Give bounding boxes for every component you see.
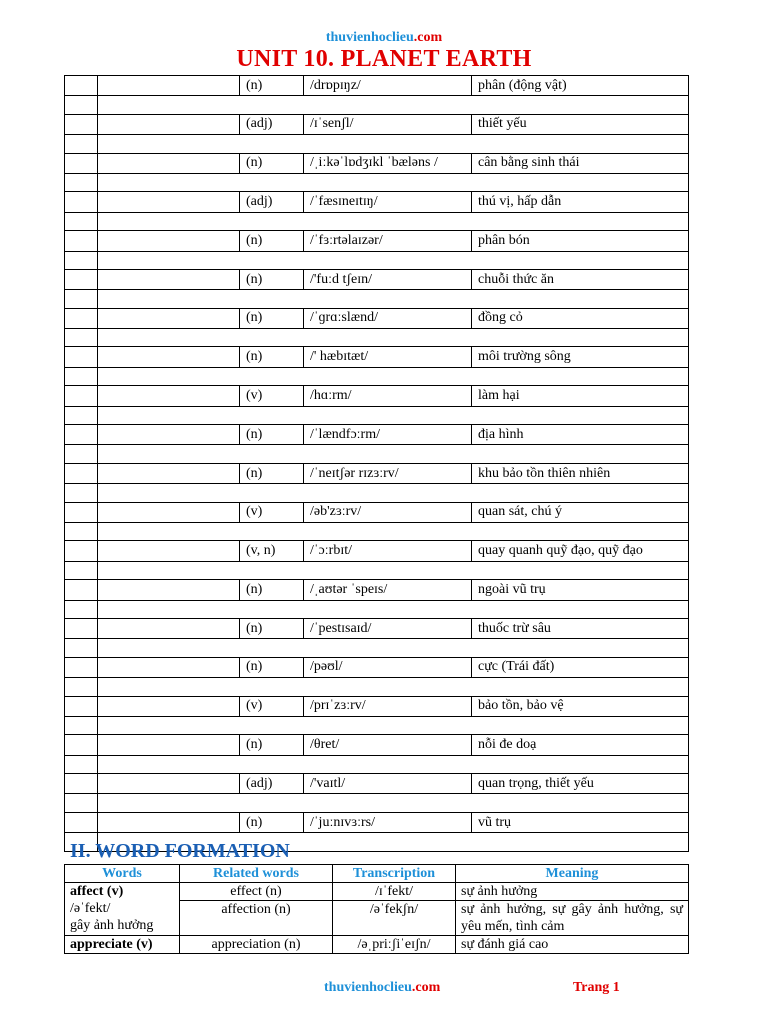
footer-site-name: thuvienhoclieu	[324, 980, 412, 995]
table-row	[65, 463, 689, 483]
ipa-cell: /'fuːd tʃeɪn/	[304, 269, 472, 289]
number-cell	[65, 231, 98, 251]
spacer-cell	[65, 406, 98, 424]
word: affect (v)	[70, 884, 124, 899]
meaning-cell: phân (động vật)	[472, 76, 689, 96]
ipa-cell: /ˈpestɪsaɪd/	[304, 618, 472, 638]
meaning-cell: bảo tồn, bảo vệ	[472, 696, 689, 716]
spacer-cell	[65, 290, 98, 308]
word-cell	[65, 883, 180, 936]
number-cell	[65, 153, 98, 173]
pos-cell: (n)	[240, 580, 304, 600]
footer-site-domain: .com	[411, 980, 441, 995]
number-cell	[65, 541, 98, 561]
meaning-cell: thú vị, hấp dẫn	[472, 192, 689, 212]
spacer-row	[65, 212, 689, 230]
spacer-cell	[98, 212, 689, 230]
table-row	[65, 114, 689, 134]
pos-cell: (n)	[240, 269, 304, 289]
spacer-cell	[65, 755, 98, 773]
word-gloss: gây ảnh hưởng	[70, 918, 154, 933]
spacer-cell	[98, 406, 689, 424]
word-cell	[98, 541, 240, 561]
pos-cell: (n)	[240, 153, 304, 173]
table-row	[65, 308, 689, 328]
ipa-cell: /pəʊl/	[304, 657, 472, 677]
spacer-cell	[65, 522, 98, 540]
spacer-cell	[65, 135, 98, 153]
ipa-cell: /ˌaʊtər ˈspeɪs/	[304, 580, 472, 600]
word-formation-header-row	[65, 865, 689, 883]
spacer-cell	[65, 484, 98, 502]
word-cell	[98, 192, 240, 212]
spacer-cell	[65, 173, 98, 191]
number-cell	[65, 657, 98, 677]
ipa-cell: /ˈlændfɔːrm/	[304, 425, 472, 445]
meaning: sự ảnh hưởng	[456, 883, 689, 901]
table-row	[65, 580, 689, 600]
meaning-cell: khu bảo tồn thiên nhiên	[472, 463, 689, 483]
spacer-cell	[65, 561, 98, 579]
meaning-cell: đồng cỏ	[472, 308, 689, 328]
meaning-cell: thuốc trừ sâu	[472, 618, 689, 638]
spacer-cell	[65, 251, 98, 269]
site-header	[0, 30, 768, 46]
table-row	[65, 696, 689, 716]
word-cell	[98, 425, 240, 445]
word-cell	[98, 657, 240, 677]
table-row	[65, 347, 689, 367]
spacer-cell	[98, 290, 689, 308]
meaning-cell: quan sát, chú ý	[472, 502, 689, 522]
meaning-cell: vũ trụ	[472, 812, 689, 832]
meaning-cell: thiết yếu	[472, 114, 689, 134]
word-cell	[98, 696, 240, 716]
spacer-row	[65, 484, 689, 502]
number-cell	[65, 386, 98, 406]
table-row	[65, 425, 689, 445]
word-cell	[98, 463, 240, 483]
meaning-cell: làm hại	[472, 386, 689, 406]
spacer-cell	[98, 445, 689, 463]
number-cell	[65, 463, 98, 483]
column-header: Meaning	[456, 865, 689, 883]
ipa-cell: /prɪˈzɜːrv/	[304, 696, 472, 716]
spacer-cell	[65, 678, 98, 696]
spacer-cell	[65, 794, 98, 812]
word-cell	[98, 812, 240, 832]
spacer-cell	[98, 484, 689, 502]
table-row	[65, 231, 689, 251]
word-cell	[98, 347, 240, 367]
spacer-row	[65, 678, 689, 696]
spacer-cell	[98, 639, 689, 657]
pos-cell: (n)	[240, 425, 304, 445]
number-cell	[65, 308, 98, 328]
spacer-row	[65, 755, 689, 773]
spacer-row	[65, 794, 689, 812]
spacer-cell	[65, 716, 98, 734]
table-row	[65, 618, 689, 638]
spacer-cell	[98, 251, 689, 269]
spacer-cell	[98, 522, 689, 540]
spacer-cell	[98, 716, 689, 734]
meaning: sự ảnh hưởng, sự gây ảnh hưởng, sự yêu mến, tình cảm	[456, 901, 689, 936]
pos-cell: (n)	[240, 231, 304, 251]
meaning-cell: phân bón	[472, 231, 689, 251]
column-header: Related words	[180, 865, 333, 883]
ipa-cell: /'vaɪtl/	[304, 774, 472, 794]
table-row	[65, 812, 689, 832]
meaning-cell: môi trường sông	[472, 347, 689, 367]
ipa-cell: /drɒpɪŋz/	[304, 76, 472, 96]
word-cell	[98, 269, 240, 289]
pos-cell: (n)	[240, 308, 304, 328]
spacer-row	[65, 251, 689, 269]
ipa-cell: /ˈfɜːrtəlaɪzər/	[304, 231, 472, 251]
number-cell	[65, 812, 98, 832]
meaning-cell: cực (Trái đất)	[472, 657, 689, 677]
number-cell	[65, 735, 98, 755]
spacer-row	[65, 561, 689, 579]
word-cell	[98, 735, 240, 755]
spacer-cell	[98, 678, 689, 696]
spacer-cell	[98, 600, 689, 618]
spacer-row	[65, 716, 689, 734]
number-cell	[65, 192, 98, 212]
pos-cell: (adj)	[240, 774, 304, 794]
pos-cell: (n)	[240, 618, 304, 638]
number-cell	[65, 269, 98, 289]
ipa-cell: /ˈjuːnɪvɜːrs/	[304, 812, 472, 832]
number-cell	[65, 696, 98, 716]
ipa-cell: /ˈfæsɪneɪtɪŋ/	[304, 192, 472, 212]
word-formation-table	[64, 864, 689, 954]
column-header: Words	[65, 865, 180, 883]
number-cell	[65, 502, 98, 522]
meaning-cell: quan trọng, thiết yếu	[472, 774, 689, 794]
related-word: affection (n)	[180, 901, 333, 936]
related-word: effect (n)	[180, 883, 333, 901]
table-row	[65, 735, 689, 755]
pos-cell: (n)	[240, 463, 304, 483]
ipa-cell: /hɑːrm/	[304, 386, 472, 406]
word-cell	[98, 308, 240, 328]
spacer-row	[65, 135, 689, 153]
spacer-row	[65, 522, 689, 540]
table-row	[65, 883, 689, 901]
transcription: /əˌpriːʃiˈeɪʃn/	[333, 936, 456, 954]
spacer-row	[65, 329, 689, 347]
spacer-row	[65, 96, 689, 114]
table-row	[65, 269, 689, 289]
number-cell	[65, 774, 98, 794]
spacer-cell	[98, 329, 689, 347]
table-row	[65, 936, 689, 954]
spacer-row	[65, 367, 689, 385]
table-row	[65, 192, 689, 212]
pos-cell: (n)	[240, 735, 304, 755]
spacer-cell	[65, 639, 98, 657]
spacer-cell	[65, 445, 98, 463]
spacer-cell	[98, 96, 689, 114]
word-cell	[98, 153, 240, 173]
footer-site	[324, 980, 440, 996]
pos-cell: (adj)	[240, 192, 304, 212]
meaning-cell: địa hình	[472, 425, 689, 445]
word-cell	[98, 618, 240, 638]
word-cell	[98, 502, 240, 522]
ipa-cell: /əb'zɜːrv/	[304, 502, 472, 522]
ipa-cell: /θret/	[304, 735, 472, 755]
ipa-cell: /' hæbɪtæt/	[304, 347, 472, 367]
ipa-cell: /ˈɔːrbɪt/	[304, 541, 472, 561]
pos-cell: (n)	[240, 657, 304, 677]
pos-cell: (v)	[240, 696, 304, 716]
number-cell	[65, 425, 98, 445]
pos-cell: (n)	[240, 812, 304, 832]
transcription: /ɪˈfekt/	[333, 883, 456, 901]
column-header: Transcription	[333, 865, 456, 883]
site-name: thuvienhoclieu	[325, 30, 414, 45]
pos-cell: (v)	[240, 386, 304, 406]
meaning: sự đánh giá cao	[456, 936, 689, 954]
spacer-cell	[98, 755, 689, 773]
table-row	[65, 502, 689, 522]
spacer-row	[65, 445, 689, 463]
word-cell	[98, 580, 240, 600]
pos-cell: (n)	[240, 76, 304, 96]
table-row	[65, 541, 689, 561]
transcription: /əˈfekʃn/	[333, 901, 456, 936]
table-row	[65, 657, 689, 677]
spacer-row	[65, 290, 689, 308]
table-row	[65, 153, 689, 173]
table-row	[65, 774, 689, 794]
ipa-cell: /ɪˈsenʃl/	[304, 114, 472, 134]
word-cell	[98, 231, 240, 251]
word-cell	[98, 114, 240, 134]
meaning-cell: ngoài vũ trụ	[472, 580, 689, 600]
meaning-cell: nỗi đe doạ	[472, 735, 689, 755]
spacer-cell	[98, 135, 689, 153]
section-heading: II. WORD FORMATION	[70, 840, 290, 862]
spacer-row	[65, 600, 689, 618]
spacer-cell	[98, 173, 689, 191]
word-cell	[98, 386, 240, 406]
spacer-cell	[98, 561, 689, 579]
ipa-cell: /ˌiːkəˈlɒdʒɪkl ˈbæləns /	[304, 153, 472, 173]
ipa-cell: /ˈneɪtʃər rɪzɜːrv/	[304, 463, 472, 483]
spacer-cell	[65, 96, 98, 114]
number-cell	[65, 618, 98, 638]
spacer-cell	[65, 600, 98, 618]
spacer-cell	[98, 794, 689, 812]
spacer-cell	[65, 212, 98, 230]
meaning-cell: chuỗi thức ăn	[472, 269, 689, 289]
word-cell	[98, 774, 240, 794]
site-domain: .com	[413, 30, 443, 45]
vocabulary-table	[64, 75, 689, 852]
pos-cell: (adj)	[240, 114, 304, 134]
number-cell	[65, 76, 98, 96]
pos-cell: (v)	[240, 502, 304, 522]
word: appreciate (v)	[65, 936, 180, 954]
spacer-cell	[65, 329, 98, 347]
pos-cell: (n)	[240, 347, 304, 367]
meaning-cell: quay quanh quỹ đạo, quỹ đạo	[472, 541, 689, 561]
spacer-cell	[98, 367, 689, 385]
number-cell	[65, 580, 98, 600]
word-transcription: /əˈfekt/	[70, 901, 111, 916]
page-number: Trang 1	[573, 980, 620, 995]
spacer-row	[65, 173, 689, 191]
number-cell	[65, 114, 98, 134]
page-title: UNIT 10. PLANET EARTH	[236, 46, 532, 72]
table-row	[65, 386, 689, 406]
spacer-cell	[65, 367, 98, 385]
meaning-cell: cân bằng sinh thái	[472, 153, 689, 173]
spacer-row	[65, 639, 689, 657]
related-word: appreciation (n)	[180, 936, 333, 954]
number-cell	[65, 347, 98, 367]
table-row	[65, 76, 689, 96]
word-cell	[98, 76, 240, 96]
ipa-cell: /ˈɡrɑːslænd/	[304, 308, 472, 328]
pos-cell: (v, n)	[240, 541, 304, 561]
spacer-row	[65, 406, 689, 424]
